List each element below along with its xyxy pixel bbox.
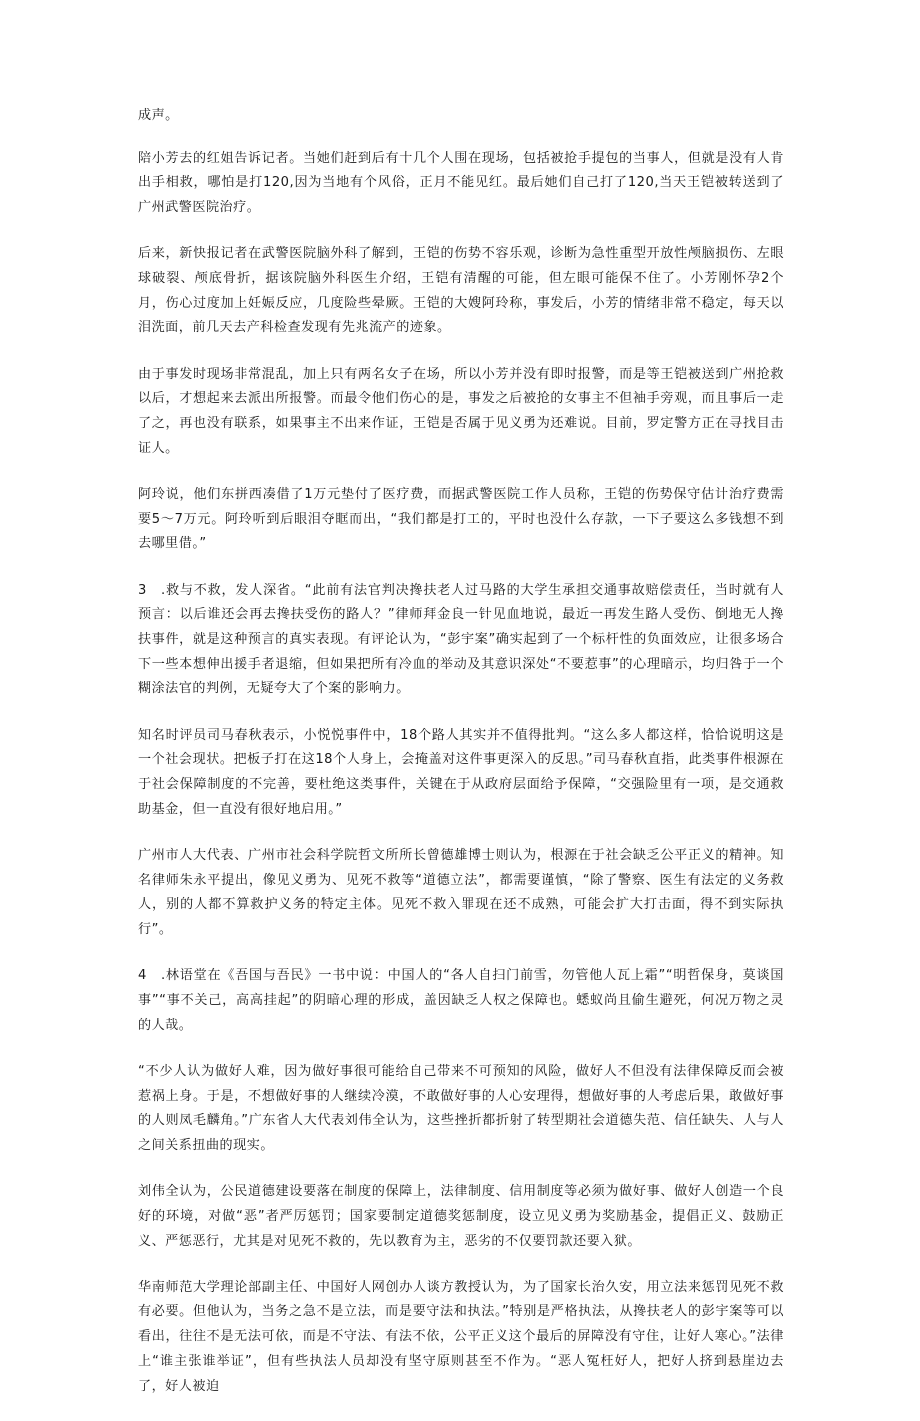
paragraph-1: 成声。: [138, 108, 179, 123]
paragraph-10: “不少人认为做好人难，因为做好事很可能给自己带来不可预知的风险，做好人不但没有法律保障反而会被惹祸上身。于是，不想做好事的人继续冷漠，不敢做好事的人心安理得，想做好事的人考虑后果，敢做好事的人则凤毛麟角。”广东省人大代表刘伟全认为，这些挫折都折射了转型期社会道德失范、信任缺失、人与人之间关系扭曲的现实。: [138, 1063, 784, 1153]
paragraph-6: 3 .救与不救，发人深省。“此前有法官判决搀扶老人过马路的大学生承担交通事故赔偿责任，当时就有人预言：以后谁还会再去搀扶受伤的路人？”律师拜金良一针见血地说，最近一再发生路人受伤、倒地无人搀扶事件，就是这种预言的真实表现。有评论认为，“彭宇案”确实起到了一个标杆性的负面效应，让很多场合下一些本想伸出援手者退缩，但如果把所有冷血的举动及其意识深处“不要惹事”的心理暗示，均归咎于一个糊涂法官的判例，无疑夸大了个案的影响力。: [138, 582, 784, 697]
paragraph-9: 4 .林语堂在《吾国与吾民》一书中说：中国人的“各人自扫门前雪，勿管他人瓦上霜”“明哲保身，莫谈国事”“事不关己，高高挂起”的阴暗心理的形成，盖因缺乏人权之保障也。蟋蚁尚且偷生避死，何况万物之灵的人哉。: [138, 968, 784, 1033]
paragraph-7: 知名时评员司马春秋表示，小悦悦事件中，18个路人其实并不值得批判。“这么多人都这样，恰恰说明这是一个社会现状。把板子打在这18个人身上，会掩盖对这件事更深入的反思。”司马春秋直指，此类事件根源在于社会保障制度的不完善，要杜绝这类事件，关键在于从政府层面给予保障，“交强险里有一项，是交通救助基金，但一直没有很好地启用。”: [138, 727, 784, 817]
paragraph-3: 后来，新快报记者在武警医院脑外科了解到，王铠的伤势不容乐观，诊断为急性重型开放性颅脑损伤、左眼球破裂、颅底骨折，据该院脑外科医生介绍，王铠有清醒的可能，但左眼可能保不住了。小芳刚怀孕2个月，伤心过度加上妊娠反应，几度险些晕厥。王铠的大嫂阿玲称，事发后，小芳的情绪非常不稳定，每天以泪洗面，前几天去产科检查发现有先兆流产的迹象。: [138, 246, 784, 336]
paragraph-4: 由于事发时现场非常混乱，加上只有两名女子在场，所以小芳并没有即时报警，而是等王铠被送到广州抢救以后，才想起来去派出所报警。而最令他们伤心的是，事发之后被抢的女事主不但袖手旁观，而且事后一走了之，再也没有联系，如果事主不出来作证，王铠是否属于见义勇为还难说。目前，罗定警方正在寻找目击证人。: [138, 366, 784, 456]
paragraph-11: 刘伟全认为，公民道德建设要落在制度的保障上，法律制度、信用制度等必须为做好事、做好人创造一个良好的环境，对做“恶”者严厉惩罚；国家要制定道德奖惩制度，设立见义勇为奖励基金，提倡正义、鼓励正义、严惩恶行，尤其是对见死不救的，先以教育为主，恶劣的不仅要罚款还要入狱。: [138, 1184, 784, 1249]
paragraph-2: 陪小芳去的红姐告诉记者。当她们赶到后有十几个人围在现场，包括被抢手提包的当事人，但就是没有人肯出手相救，哪怕是打120,因为当地有个风俗，正月不能见红。最后她们自己打了120,当天王铠被转送到了广州武警医院治疗。: [138, 150, 784, 216]
document-body: [138, 104, 784, 1421]
paragraph-12: 华南师范大学理论部副主任、中国好人网创办人谈方教授认为，为了国家长治久安，用立法来惩罚见死不救有必要。但他认为，当务之急不是立法，而是要守法和执法。”特别是严格执法，从搀扶老人的彭宇案等可以看出，往往不是无法可依，而是不守法、有法不依，公平正义这个最后的屏障没有守住，让好人寒心。”法律上“谁主张谁举证”，但有些执法人员却没有坚守原则甚至不作为。“恶人冤枉好人，把好人挤到悬崖边去了，好人被迫: [138, 1279, 784, 1394]
paragraph-5: 阿玲说，他们东拼西凑借了1万元垫付了医疗费，而据武警医院工作人员称，王铠的伤势保守估计治疗费需要5〜7万元。阿玲听到后眼泪夺眶而出，“我们都是打工的，平时也没什么存款，一下子要这么多钱想不到去哪里借。”: [138, 486, 784, 552]
paragraph-8: 广州市人大代表、广州市社会科学院哲文所所长曾德雄博士则认为，根源在于社会缺乏公平正义的精神。知名律师朱永平提出，像见义勇为、见死不救等“道德立法”，都需要谨慎，“除了警察、医生有法定的义务救人，别的人都不算救护义务的特定主体。见死不救入罪现在还不成熟，可能会扩大打击面，得不到实际执行”。: [138, 847, 784, 937]
